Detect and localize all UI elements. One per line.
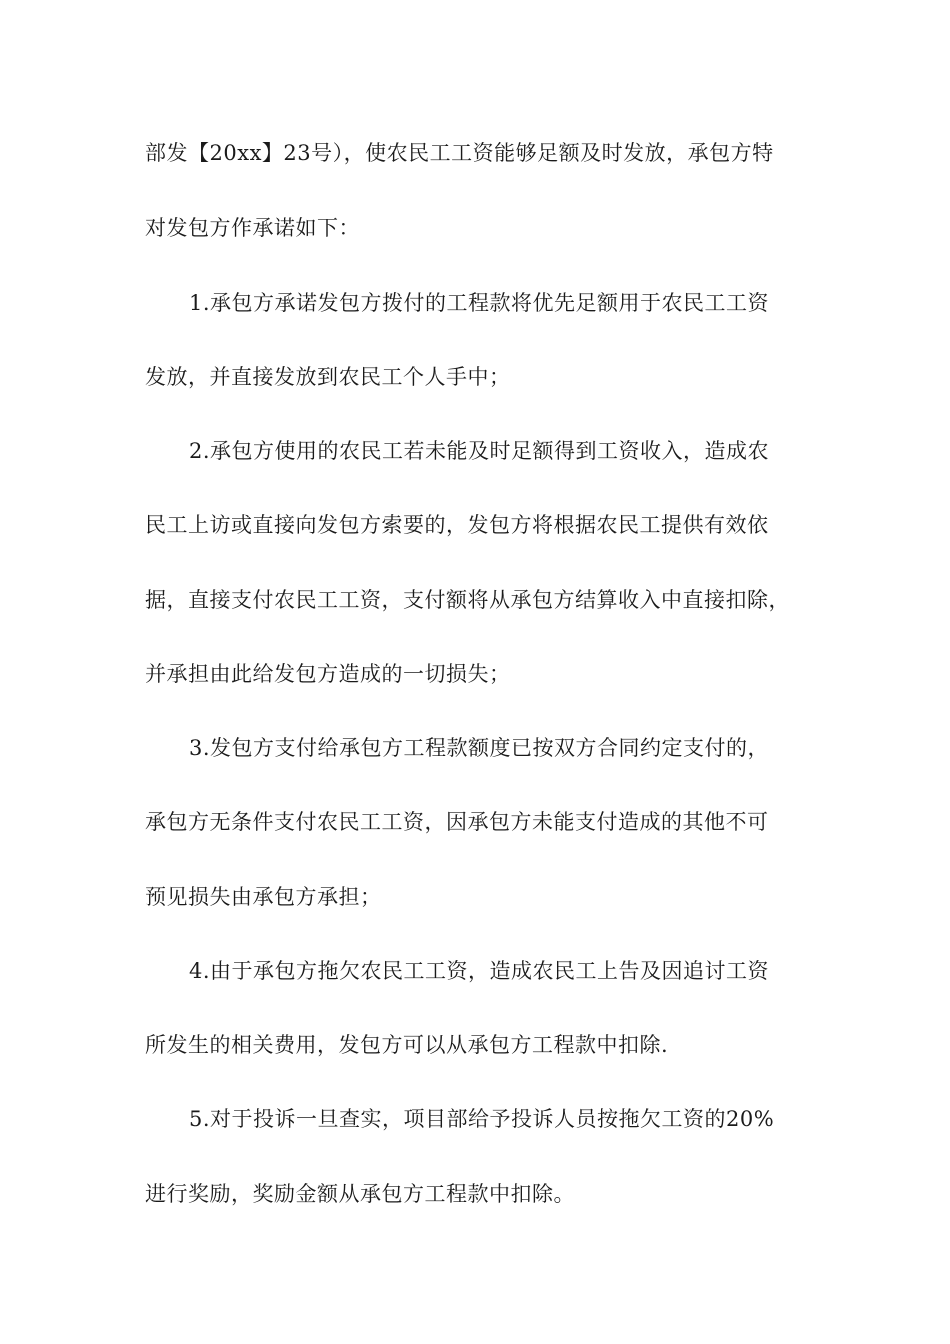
text-line: 民工上访或直接向发包方索要的，发包方将根据农民工提供有效依 xyxy=(145,513,769,537)
text-line: 进行奖励，奖励金额从承包方工程款中扣除。 xyxy=(145,1182,575,1206)
text-line: 对发包方作承诺如下： xyxy=(145,216,360,240)
text-line: 据，直接支付农民工工资，支付额将从承包方结算收入中直接扣除， xyxy=(145,588,790,612)
text-line: 承包方无条件支付农民工工资，因承包方未能支付造成的其他不可 xyxy=(145,810,769,834)
text-line: 发放，并直接发放到农民工个人手中； xyxy=(145,365,511,389)
text-line: 并承担由此给发包方造成的一切损失； xyxy=(145,662,511,686)
list-item-3-line: 3.发包方支付给承包方工程款额度已按双方合同约定支付的， xyxy=(189,736,770,760)
list-item-4-line: 4.由于承包方拖欠农民工工资，造成农民工上告及因追讨工资 xyxy=(189,959,770,983)
text-line: 预见损失由承包方承担； xyxy=(145,885,382,909)
list-item-1-line: 1.承包方承诺发包方拨付的工程款将优先足额用于农民工工资 xyxy=(189,291,770,315)
list-item-2-line: 2.承包方使用的农民工若未能及时足额得到工资收入，造成农 xyxy=(189,439,770,463)
list-item-5-line: 5.对于投诉一旦查实，项目部给予投诉人员按拖欠工资的20% xyxy=(189,1107,775,1131)
text-line: 所发生的相关费用，发包方可以从承包方工程款中扣除. xyxy=(145,1033,669,1057)
text-line: 部发【20xx】23号），使农民工工资能够足额及时发放，承包方特 xyxy=(145,141,774,165)
